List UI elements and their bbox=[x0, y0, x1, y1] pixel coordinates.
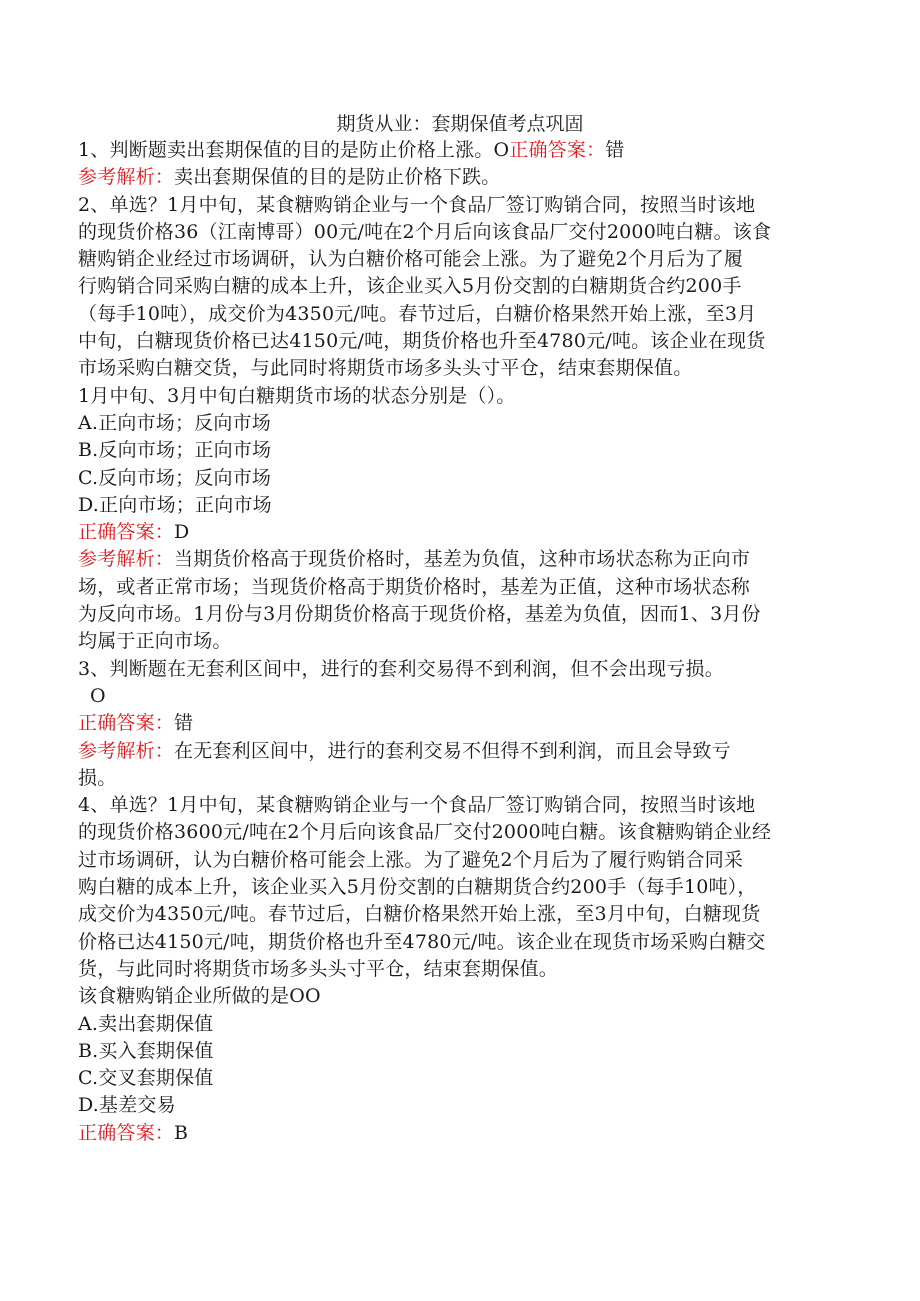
text-line bbox=[78, 574, 848, 601]
answer-label: 正确答案： bbox=[78, 521, 175, 544]
text-line bbox=[78, 983, 848, 1010]
line-text: 均属于正向市场。 bbox=[78, 630, 232, 653]
line-text: C.交叉套期保值 bbox=[78, 1067, 214, 1090]
text-line bbox=[78, 874, 848, 901]
line-text: 4、单选？1月中旬，某食糖购销企业与一个食品厂签订购销合同，按照当时该地 bbox=[78, 794, 756, 817]
line-text: 中旬，白糖现货价格已达4150元/吨，期货价格也升至4780元/吨。该企业在现货 bbox=[78, 330, 766, 353]
line-text: 的现货价格36（江南博哥）00元/吨在2个月后向该食品厂交付2000吨白糖。该食 bbox=[78, 220, 772, 243]
text-line bbox=[78, 219, 848, 246]
text-line bbox=[78, 1011, 848, 1038]
answer-label: 正确答案： bbox=[78, 712, 175, 735]
line-text: 在无套利区间中，进行的套利交易不但得不到利润，而且会导致亏 bbox=[174, 739, 731, 762]
text-line bbox=[78, 1092, 848, 1119]
text-line bbox=[78, 1038, 848, 1065]
answer-label: 正确答案： bbox=[78, 1121, 175, 1144]
text-line bbox=[78, 929, 848, 956]
text-line bbox=[78, 328, 848, 355]
line-text: 当期货价格高于现货价格时，基差为负值，这种市场状态称为正向市 bbox=[174, 548, 751, 571]
line-text: 的现货价格3600元/吨在2个月后向该食品厂交付2000吨白糖。该食糖购销企业经 bbox=[78, 821, 772, 844]
line-text: B bbox=[174, 1121, 189, 1144]
text-line bbox=[78, 519, 848, 546]
line-text: 过市场调研，认为白糖价格可能会上涨。为了避免2个月后为了履行购销合同采 bbox=[78, 848, 744, 871]
line-text: （每手10吨），成交价为4350元/吨。春节过后，白糖价格果然开始上涨，至3月 bbox=[78, 302, 757, 325]
line-text: 行购销合同采购白糖的成本上升，该企业买入5月份交割的白糖期货合约200手 bbox=[78, 275, 742, 298]
page-title: 期货从业：套期保值考点巩固 bbox=[336, 113, 584, 135]
line-text: 2、单选？1月中旬，某食糖购销企业与一个食品厂签订购销合同，按照当时该地 bbox=[78, 193, 756, 216]
text-line bbox=[78, 1065, 848, 1092]
answer-label: 正确答案： bbox=[509, 139, 606, 161]
text-line bbox=[78, 164, 848, 191]
line-text: 卖出套期保值的目的是防止价格下跌。 bbox=[174, 166, 501, 189]
text-line bbox=[78, 301, 848, 328]
text-line bbox=[78, 956, 848, 983]
text-line bbox=[78, 628, 848, 655]
line-text: 市场采购白糖交货，与此同时将期货市场多头头寸平仓，结束套期保值。 bbox=[78, 357, 693, 380]
text-line bbox=[78, 710, 848, 737]
line-text: 为反向市场。1月份与3月份期货价格高于现货价格，基差为负值，因而1、3月份 bbox=[78, 603, 761, 626]
line-text: 场，或者正常市场；当现货价格高于期货价格时，基差为正值，这种市场状态称 bbox=[78, 575, 751, 598]
line-text: 购白糖的成本上升，该企业买入5月份交割的白糖期货合约200手（每手10吨）， bbox=[78, 876, 757, 899]
line-text: D.正向市场；正向市场 bbox=[78, 493, 272, 516]
text-line bbox=[78, 273, 848, 300]
text-line bbox=[78, 1120, 848, 1147]
answer-label: 参考解析： bbox=[78, 739, 175, 762]
answer-label: 参考解析： bbox=[78, 166, 175, 189]
line-text: 糖购销企业经过市场调研，认为白糖价格可能会上涨。为了避免2个月后为了履 bbox=[78, 248, 744, 271]
text-line bbox=[78, 383, 848, 410]
answer-value: 错 bbox=[605, 139, 625, 161]
text-line bbox=[78, 492, 848, 519]
text-line bbox=[78, 656, 848, 683]
text-line bbox=[78, 246, 848, 273]
line-text: 成交价为4350元/吨。春节过后，白糖价格果然开始上涨，至3月中旬，白糖现货 bbox=[78, 903, 761, 926]
line-text: D.基差交易 bbox=[78, 1094, 176, 1117]
line-text: 3、判断题在无套利区间中，进行的套利交易得不到利润，但不会出现亏损。 bbox=[78, 657, 724, 680]
text-line bbox=[78, 847, 848, 874]
line-text: 错 bbox=[174, 712, 194, 735]
text-line bbox=[78, 683, 848, 710]
line-text: A.正向市场；反向市场 bbox=[78, 411, 271, 434]
line-text: C.反向市场；反向市场 bbox=[78, 466, 272, 489]
document-body bbox=[78, 137, 848, 1147]
line-text: B.反向市场；正向市场 bbox=[78, 439, 272, 462]
text-line bbox=[78, 738, 848, 765]
text-line bbox=[78, 901, 848, 928]
line-text: 1月中旬、3月中旬白糖期货市场的状态分别是（）。 bbox=[78, 384, 516, 407]
text-line bbox=[78, 137, 848, 164]
line-text: 货，与此同时将期货市场多头头寸平仓，结束套期保值。 bbox=[78, 957, 559, 980]
line-text: A.卖出套期保值 bbox=[78, 1012, 214, 1035]
line-text: 价格已达4150元/吨，期货价格也升至4780元/吨。该企业在现货市场采购白糖交 bbox=[78, 930, 766, 953]
text-line bbox=[78, 792, 848, 819]
line-text: B.买入套期保值 bbox=[78, 1039, 214, 1062]
text-line bbox=[78, 765, 848, 792]
text-line bbox=[78, 601, 848, 628]
line-text: 损。 bbox=[78, 766, 117, 789]
line-text: 1、判断题卖出套期保值的目的是防止价格上涨。O bbox=[78, 139, 510, 161]
text-line bbox=[78, 465, 848, 492]
line-text: 该食糖购销企业所做的是OO bbox=[78, 985, 321, 1008]
text-line bbox=[78, 410, 848, 437]
line-text: O bbox=[90, 684, 106, 707]
line-text: D bbox=[174, 521, 190, 544]
text-line bbox=[78, 819, 848, 846]
text-line bbox=[78, 546, 848, 573]
text-line bbox=[78, 192, 848, 219]
text-line bbox=[78, 355, 848, 382]
answer-label: 参考解析： bbox=[78, 548, 175, 571]
text-line bbox=[78, 437, 848, 464]
